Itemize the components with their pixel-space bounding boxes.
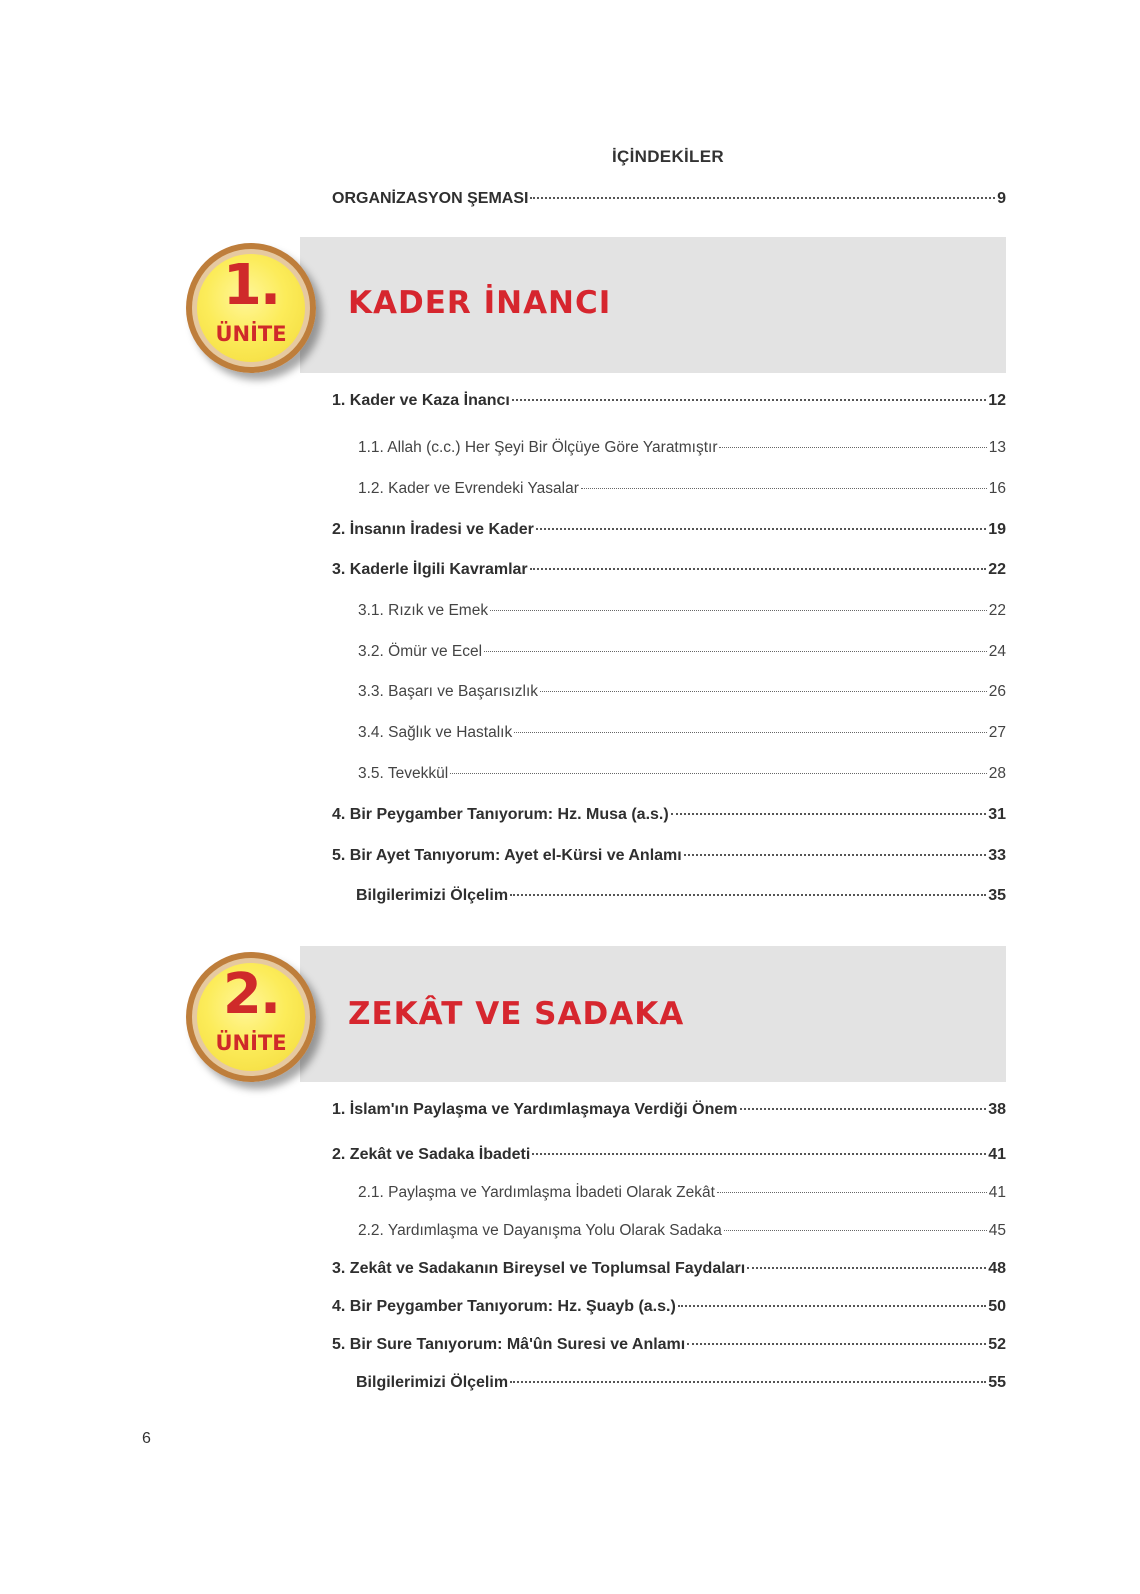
toc-entry-label: Bilgilerimizi Ölçelim	[356, 1374, 509, 1391]
toc-subentry[interactable]	[358, 643, 1006, 667]
unit-1-word: ÜNİTE	[215, 322, 287, 346]
toc-entry-organization[interactable]	[332, 190, 1006, 214]
toc-entry-label: ORGANİZASYON ŞEMASI	[332, 190, 529, 207]
toc-entry[interactable]	[332, 392, 1006, 416]
dot-leader	[724, 1230, 987, 1231]
toc-subentry[interactable]	[358, 724, 1006, 748]
toc-entry-page: 28	[988, 765, 1006, 782]
dot-leader	[581, 488, 987, 489]
toc-subentry[interactable]	[358, 439, 1006, 463]
toc-entry-page: 31	[988, 806, 1006, 823]
dot-leader	[450, 773, 987, 774]
toc-entry-label: 1. Kader ve Kaza İnancı	[332, 392, 510, 409]
toc-entry-label: 3.4. Sağlık ve Hastalık	[358, 724, 513, 741]
toc-entry-label: 4. Bir Peygamber Tanıyorum: Hz. Şuayb (a.s.)	[332, 1298, 676, 1315]
toc-entry[interactable]	[332, 1298, 1006, 1322]
toc-entry-page: 12	[988, 392, 1006, 409]
toc-entry-page: 22	[988, 561, 1006, 578]
toc-heading: İÇİNDEKİLER	[612, 147, 724, 166]
dot-leader	[532, 1153, 986, 1155]
toc-subentry[interactable]	[358, 765, 1006, 789]
toc-entry-label: 3.2. Ömür ve Ecel	[358, 643, 483, 660]
toc-entry-label: 1. İslam'ın Paylaşma ve Yardımlaşmaya Verdiği Önem	[332, 1101, 738, 1118]
dot-leader	[740, 1108, 987, 1110]
dot-leader	[717, 1192, 987, 1193]
toc-entry[interactable]	[332, 1336, 1006, 1360]
toc-entry-page: 52	[988, 1336, 1006, 1353]
toc-entry[interactable]	[332, 561, 1006, 585]
toc-entry-label: 2. İnsanın İradesi ve Kader	[332, 521, 534, 538]
toc-entry[interactable]	[356, 887, 1006, 911]
toc-subentry[interactable]	[358, 683, 1006, 707]
toc-entry-label: 1.1. Allah (c.c.) Her Şeyi Bir Ölçüye Göre Yaratmıştır	[358, 439, 718, 456]
dot-leader	[530, 197, 995, 199]
toc-entry-page: 35	[988, 887, 1006, 904]
toc-entry-page: 16	[988, 480, 1006, 497]
toc-subentry[interactable]	[358, 602, 1006, 626]
toc-entry-page: 27	[988, 724, 1006, 741]
dot-leader	[514, 732, 987, 733]
page-number: 6	[142, 1430, 151, 1447]
toc-entry-page: 9	[997, 190, 1006, 207]
dot-leader	[671, 813, 987, 815]
dot-leader	[510, 894, 986, 896]
unit-2-badge	[186, 952, 316, 1082]
toc-entry-label: 3.3. Başarı ve Başarısızlık	[358, 683, 539, 700]
toc-entry[interactable]	[332, 806, 1006, 830]
toc-entry-page: 41	[988, 1146, 1006, 1163]
toc-entry[interactable]	[332, 1146, 1006, 1170]
toc-entry-label: 2.2. Yardımlaşma ve Dayanışma Yolu Olarak Sadaka	[358, 1222, 722, 1239]
toc-entry-label: 3. Zekât ve Sadakanın Bireysel ve Toplumsal Faydaları	[332, 1260, 746, 1277]
toc-entry-label: 4. Bir Peygamber Tanıyorum: Hz. Musa (a.s.)	[332, 806, 669, 823]
toc-entry-label: 3. Kaderle İlgili Kavramlar	[332, 561, 528, 578]
dot-leader	[540, 691, 987, 692]
dot-leader	[684, 854, 986, 856]
toc-entry[interactable]	[332, 847, 1006, 871]
toc-entry-page: 38	[988, 1101, 1006, 1118]
toc-entry-page: 55	[988, 1374, 1006, 1391]
toc-entry-page: 45	[988, 1222, 1006, 1239]
toc-entry-label: 1.2. Kader ve Evrendeki Yasalar	[358, 480, 579, 497]
dot-leader	[512, 399, 986, 401]
toc-entry-page: 26	[988, 683, 1006, 700]
toc-entry-page: 13	[988, 439, 1006, 456]
toc-entry-label: Bilgilerimizi Ölçelim	[356, 887, 509, 904]
unit-2-number: 2.	[222, 962, 280, 1027]
toc-entry[interactable]	[356, 1374, 1006, 1398]
toc-entry-page: 48	[988, 1260, 1006, 1277]
toc-entry-label: 5. Bir Sure Tanıyorum: Mâ'ûn Suresi ve Anlamı	[332, 1336, 686, 1353]
toc-entry-label: 3.1. Rızık ve Emek	[358, 602, 489, 619]
toc-entry-page: 50	[988, 1298, 1006, 1315]
unit-2-word: ÜNİTE	[215, 1031, 287, 1055]
toc-entry-label: 3.5. Tevekkül	[358, 765, 449, 782]
toc-entry[interactable]	[332, 1260, 1006, 1284]
toc-entry-page: 33	[988, 847, 1006, 864]
unit-1-number: 1.	[222, 253, 280, 318]
dot-leader	[687, 1343, 986, 1345]
toc-entry-label: 2.1. Paylaşma ve Yardımlaşma İbadeti Olarak Zekât	[358, 1184, 715, 1201]
dot-leader	[747, 1267, 986, 1269]
toc-entry[interactable]	[332, 521, 1006, 545]
dot-leader	[536, 528, 986, 530]
dot-leader	[530, 568, 987, 570]
dot-leader	[484, 651, 987, 652]
toc-entry-page: 24	[988, 643, 1006, 660]
dot-leader	[678, 1305, 986, 1307]
dot-leader	[490, 610, 987, 611]
toc-entry-page: 41	[988, 1184, 1006, 1201]
unit-1-badge	[186, 243, 316, 373]
toc-entry-page: 19	[988, 521, 1006, 538]
toc-subentry[interactable]	[358, 480, 1006, 504]
toc-entry-label: 5. Bir Ayet Tanıyorum: Ayet el-Kürsi ve Anlamı	[332, 847, 682, 864]
unit-1-title: KADER İNANCI	[348, 285, 612, 321]
toc-entry-page: 22	[988, 602, 1006, 619]
toc-subentry[interactable]	[358, 1184, 1006, 1208]
toc-entry-label: 2. Zekât ve Sadaka İbadeti	[332, 1146, 531, 1163]
toc-entry[interactable]	[332, 1101, 1006, 1125]
dot-leader	[719, 447, 986, 448]
dot-leader	[510, 1381, 986, 1383]
toc-subentry[interactable]	[358, 1222, 1006, 1246]
unit-2-title: ZEKÂT VE SADAKA	[348, 996, 685, 1032]
